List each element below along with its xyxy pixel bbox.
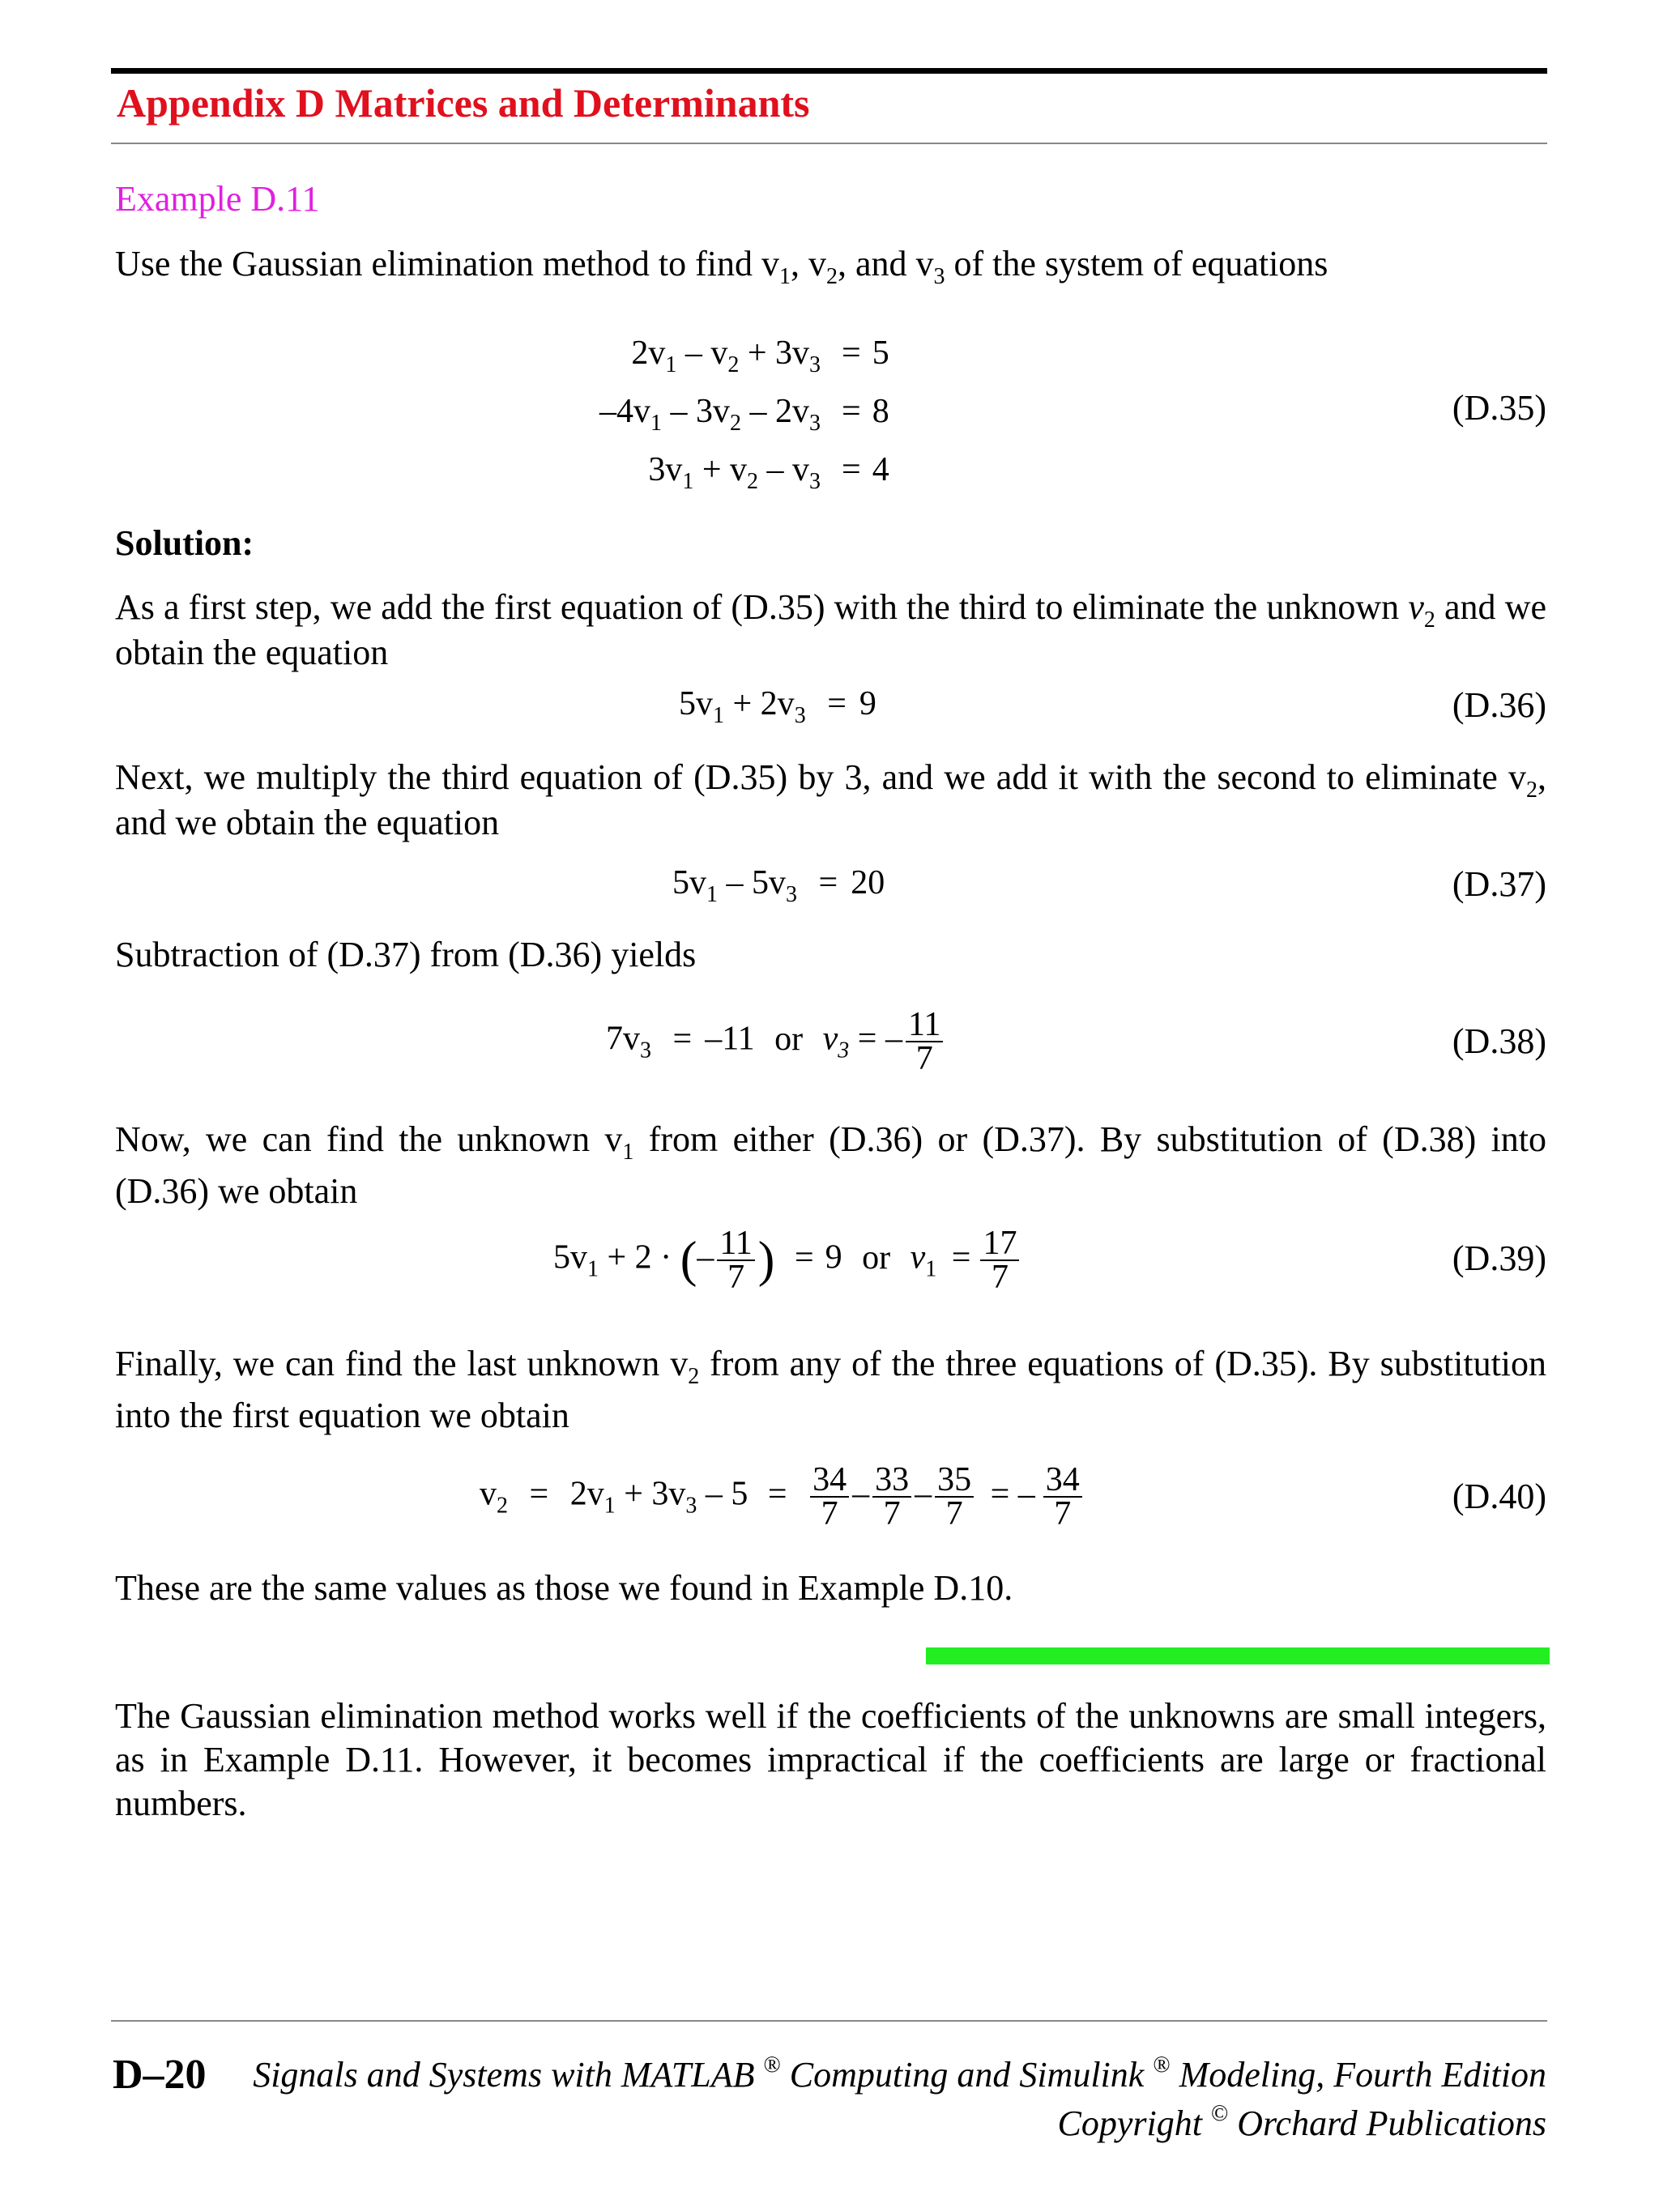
paragraph: As a first step, we add the first equation of (D.35) with the third to eliminate the unknown $v_2$ and we obtain the equation xyxy=(115,587,1547,672)
system-row: $3v_1 + v_2 - v_3$ = 4 xyxy=(648,451,889,494)
fraction: $\frac{34}{7}$ xyxy=(1043,1464,1082,1530)
intro-line: Use the Gaussian elimination method to find $v_1$, $v_2$, and $v_3$ of the system of equations xyxy=(115,244,1328,289)
equation-d36: $5v_1 + 2v_3 = 9$ xyxy=(679,685,876,728)
equation-system-d35 xyxy=(599,324,889,499)
fraction: $\frac{11}{7}$ xyxy=(717,1227,754,1294)
paragraph: Finally, we can find the last unknown $v_2$ from any of the three equations of (D.35). By substitution into the first equation we obtain xyxy=(115,1344,1547,1435)
footer-rule xyxy=(111,2020,1547,2022)
system-row: $-4v_1 - 3v_2 - 2v_3$ = 8 xyxy=(599,393,889,436)
equation-number: (D.40) xyxy=(1452,1477,1546,1516)
equation-d37: $5v_1 - 5v_3 = 20$ xyxy=(672,864,885,907)
equation-d38: $7v_3 = -11$ or $v_3$ = – $\frac{11}{7}$ xyxy=(606,1008,946,1075)
example-title: Example D.11 xyxy=(115,179,320,219)
copyright-line: Copyright © Orchard Publications xyxy=(1057,2101,1546,2143)
fraction: $\frac{11}{7}$ xyxy=(906,1008,943,1075)
solution-label: Solution: xyxy=(115,523,254,563)
fraction: $\frac{33}{7}$ xyxy=(872,1464,911,1530)
equation-d40: $v_2 = 2v_1 + 3v_3 - 5$ = $\frac{34}{7}$ – $\frac{33}{7}$ – $\frac{35}{7}$ = – $\frac{34}{7}$ xyxy=(480,1464,1085,1530)
book-title: Signals and Systems with MATLAB ® Computing and Simulink ® Modeling, Fourth Edition xyxy=(253,2052,1546,2095)
header-bottom-rule xyxy=(111,143,1547,144)
equation-number: (D.35) xyxy=(1452,388,1546,428)
fraction: $\frac{35}{7}$ xyxy=(935,1464,974,1530)
header-top-rule xyxy=(111,68,1547,74)
paragraph: The Gaussian elimination method works well if the coefficients of the unknowns are small integers, as in Example D.11. However, it becomes impractical if the coefficients are large or fractional numbers. xyxy=(115,1696,1546,1823)
page-number: D–20 xyxy=(113,2052,207,2098)
chapter-header: Appendix D Matrices and Determinants xyxy=(117,80,810,126)
equation-d39: $5v_1 + 2$ · (– $\frac{11}{7}$ ) = 9 or $v_1$ = $\frac{17}{7}$ xyxy=(553,1227,1022,1294)
equation-number: (D.37) xyxy=(1452,864,1546,904)
paragraph: Now, we can find the unknown $v_1$ from either (D.36) or (D.37). By substitution of (D.38) into (D.36) we obtain xyxy=(115,1119,1547,1211)
paragraph: These are the same values as those we found in Example D.10. xyxy=(115,1568,1013,1608)
paragraph: Subtraction of (D.37) from (D.36) yields xyxy=(115,935,697,974)
equation-number: (D.36) xyxy=(1452,685,1546,725)
paragraph: Next, we multiply the third equation of (D.35) by 3, and we add it with the second to eliminate $v_2$, and we obtain the equation xyxy=(115,757,1547,842)
fraction: $\frac{17}{7}$ xyxy=(980,1227,1019,1294)
system-row: $2v_1 - v_2 + 3v_3$ = 5 xyxy=(631,335,889,377)
end-of-example-bar xyxy=(926,1647,1550,1664)
equation-number: (D.38) xyxy=(1452,1021,1546,1061)
equation-number: (D.39) xyxy=(1452,1238,1546,1278)
fraction: $\frac{34}{7}$ xyxy=(810,1464,849,1530)
